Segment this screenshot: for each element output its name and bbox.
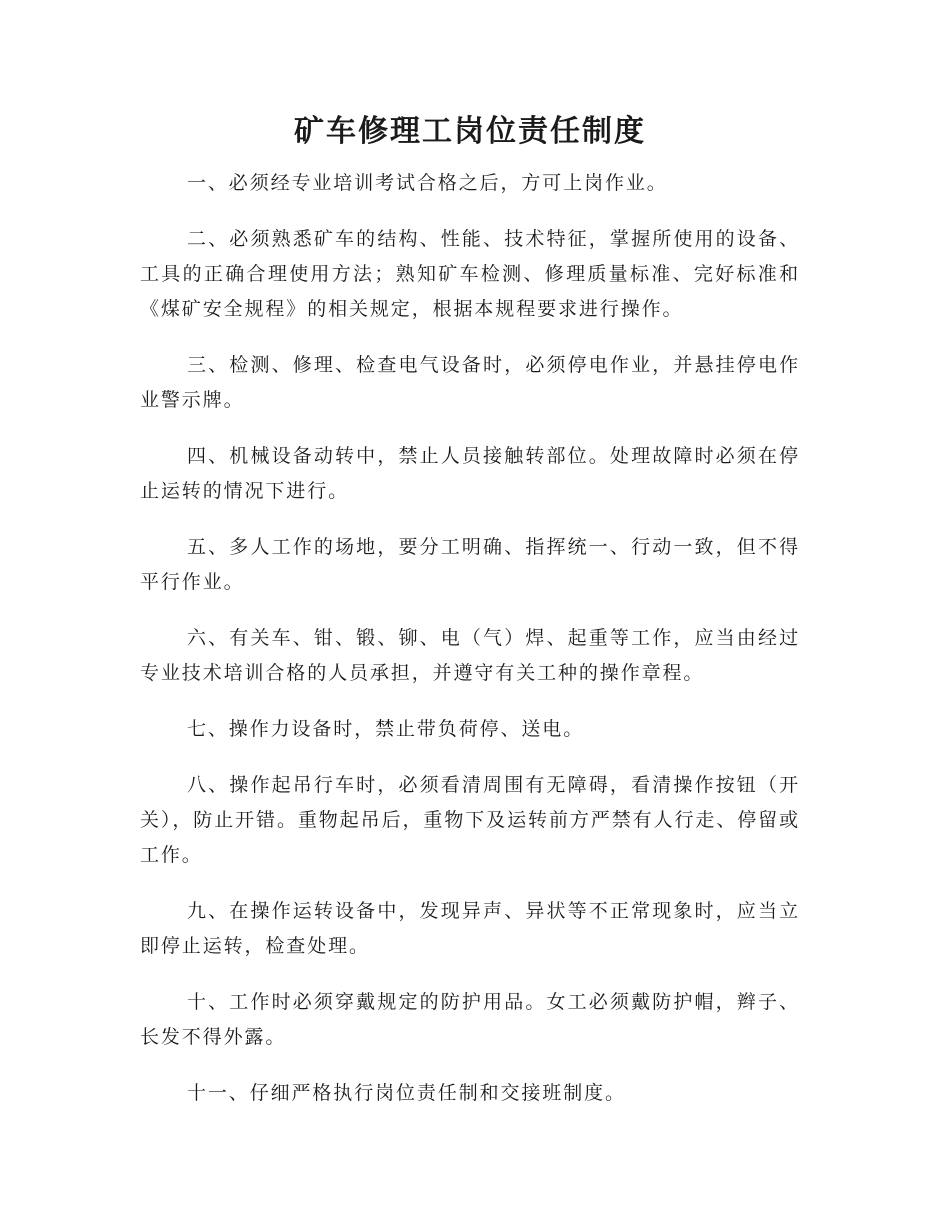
paragraph-4: 四、机械设备动转中，禁止人员接触转部位。处理故障时必须在停止运转的情况下进行。 [140, 445, 800, 502]
paragraph-8: 八、操作起吊行车时，必须看清周围有无障碍，看清操作按钮（开关），防止开错。重物起吊后，重物下及运转前方严禁有人行走、停留或工作。 [140, 774, 800, 866]
paragraph-1: 一、必须经专业培训考试合格之后，方可上岗作业。 [187, 172, 668, 194]
paragraph-11: 十一、仔细严格执行岗位责任制和交接班制度。 [187, 1082, 626, 1104]
paragraph-5: 五、多人工作的场地，要分工明确、指挥统一、行动一致，但不得平行作业。 [140, 536, 800, 593]
paragraph-9: 九、在操作运转设备中，发现异声、异状等不正常现象时，应当立即停止运转，检查处理。 [140, 900, 800, 957]
document-title: 矿车修理工岗位责任制度 [294, 114, 646, 149]
paragraph-3: 三、检测、修理、检查电气设备时，必须停电作业，并悬挂停电作业警示牌。 [140, 354, 800, 411]
document-body [140, 166, 800, 1132]
paragraph-7: 七、操作力设备时，禁止带负荷停、送电。 [187, 718, 585, 740]
paragraph-10: 十、工作时必须穿戴规定的防护用品。女工必须戴防护帽，辫子、长发不得外露。 [140, 991, 800, 1048]
paragraph-2: 二、必须熟悉矿车的结构、性能、技术特征，掌握所使用的设备、工具的正确合理使用方法；熟知矿车检测、修理质量标准、完好标准和《煤矿安全规程》的相关规定，根据本规程要求进行操作。 [140, 228, 800, 320]
paragraph-6: 六、有关车、钳、锻、铆、电（气）焊、起重等工作，应当由经过专业技术培训合格的人员承担，并遵守有关工种的操作章程。 [140, 627, 800, 684]
